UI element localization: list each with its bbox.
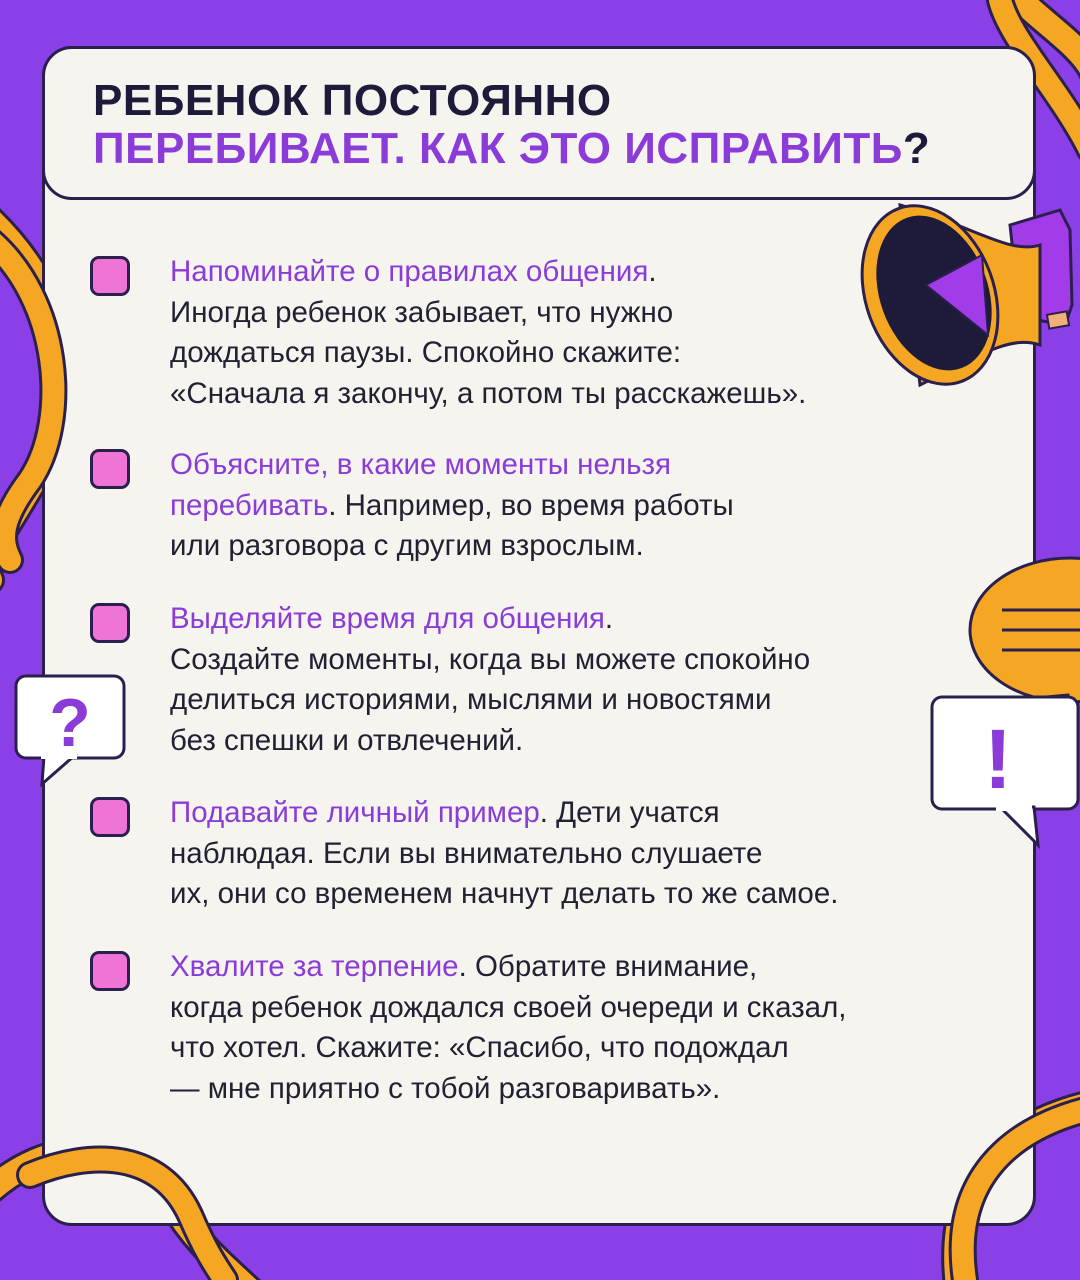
tip-heading-tail: .	[648, 255, 657, 288]
tip-body-line: когда ребенок дождался своей очереди и сказал,	[170, 990, 847, 1024]
tip-text	[170, 445, 970, 567]
tip-body-line: их, они со временем начнут делать то же самое.	[170, 877, 839, 910]
tip-heading-tail: . Например, во время работы	[328, 488, 734, 522]
tip-body-line: наблюдая. Если вы внимательно слушаете	[170, 836, 763, 870]
title-line-2	[93, 125, 1033, 173]
tip-heading: Подавайте личный пример	[170, 796, 540, 829]
checkbox-icon	[90, 256, 130, 296]
tip-heading-tail: . Дети учатся	[539, 796, 720, 829]
title-question-mark: ?	[902, 124, 931, 173]
tip-body-line: — мне приятно с тобой разговаривать».	[170, 1071, 721, 1105]
tip-text	[170, 947, 970, 1109]
tip-text	[170, 252, 970, 414]
exclamation-mark: !	[984, 712, 1012, 806]
checkbox-icon	[90, 603, 130, 643]
title-line-1: РЕБЕНОК ПОСТОЯННО	[93, 76, 612, 125]
checkbox-icon	[90, 951, 130, 991]
tip-heading: Объясните, в какие моменты нельзя	[170, 448, 671, 481]
title-line-2-text: ПЕРЕБИВАЕТ. КАК ЭТО ИСПРАВИТЬ	[93, 124, 903, 173]
tip-heading: Напоминайте о правилах общения	[170, 255, 649, 288]
tip-heading-tail: . Обратите внимание,	[458, 950, 758, 983]
tip-heading-tail: .	[604, 602, 614, 635]
title-box	[42, 46, 1036, 200]
tip-body-line: «Сначала я закончу, а потом ты расскажешь».	[170, 376, 807, 410]
tip-heading: перебивать	[170, 488, 329, 522]
tip-heading: Хвалите за терпение	[170, 950, 459, 983]
tip-body-line: без спешки и отвлечений.	[170, 723, 524, 757]
tip-text	[170, 793, 970, 915]
question-bubble-icon	[14, 674, 129, 789]
tip-body-line: Иногда ребенок забывает, что нужно	[170, 295, 674, 329]
checkbox-icon	[90, 449, 130, 489]
tip-text	[170, 599, 970, 761]
tip-body-line: делиться историями, мыслями и новостями	[170, 683, 772, 716]
question-mark: ?	[49, 685, 91, 761]
tip-heading: Выделяйте время для общения	[170, 602, 605, 635]
checkbox-icon	[90, 797, 130, 837]
tip-body-line: Создайте моменты, когда вы можете спокойно	[170, 642, 811, 676]
tip-body-line: что хотел. Скажите: «Спасибо, что подождал	[170, 1031, 789, 1064]
tip-body-line: или разговора с другим взрослым.	[170, 529, 644, 562]
tip-body-line: дождаться паузы. Спокойно скажите:	[170, 336, 682, 369]
